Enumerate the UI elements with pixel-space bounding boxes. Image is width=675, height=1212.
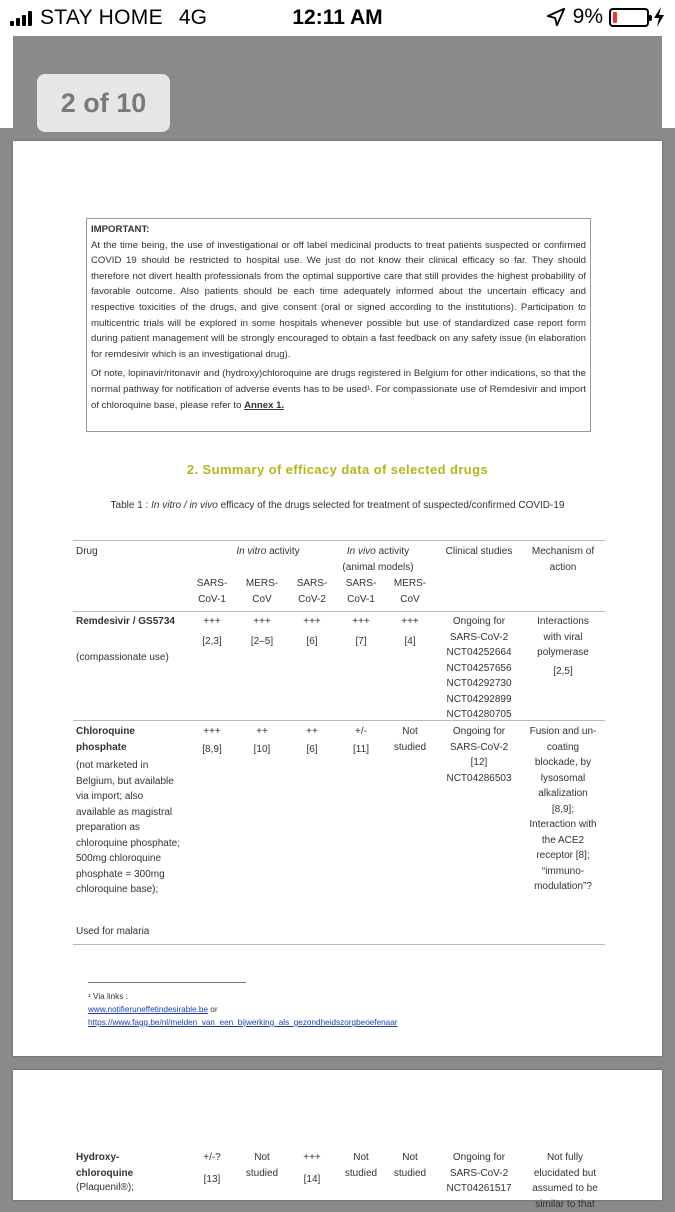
clock: 12:11 AM [292,6,383,29]
activity-value: +++ [203,616,221,627]
header-in-vitro: In vitro activity [236,546,300,557]
header-mechanism: Mechanism of action [531,546,595,573]
drug-note: (not marketed in Belgium, but available via import; also available as magistral preparation as chloroquine phosphate; 500mg chloroquine phosphate = 300mg chloroquine base); [76,760,180,895]
drug-name: Remdesivir / GS5734 [76,616,175,627]
table-caption: Table 1 : In vitro / in vivo efficacy of the drugs selected for treatment of suspected/confirmed COVID-19 [110,500,565,511]
document-page[interactable] [13,141,662,1056]
reference: [6] [306,744,318,755]
notice-paragraph: At the time being, the use of investigational or off label medicinal products to treat patients suspected or confirmed COVID 19 should be restricted to hospital use. We just do not know their clinical efficacy so far. They should therefore not divert health professionals from the optimal supportive care that still provides the highest probability of favorable outcome. Also patients should be each time adequately informed about the uncertain efficacy and respective toxicities of the drugs, and give consent (oral or signed according to the institutions). Participation to multicentric trials will be explored in some hospitals whenever possible but use of standardized case report form during patient management will be strongly encouraged to obtain a fast feedback on any safety issue (in elaboration for remdesivir which is an investigational drug). [91,239,586,360]
page-indicator: 2 of 10 [37,74,170,132]
footnote: ¹ Via links : www.notifieruneffetindesirable.be or https://www.fagg.be/nl/melden_van_een_bijwerking_als_gezondheidszorgbeoefenaar [88,992,398,1027]
activity-value: +++ [303,1152,321,1163]
table-rule [73,944,605,945]
drug-note: (compassionate use) [76,652,169,663]
battery-icon [609,8,649,27]
reference: [13] [203,1174,221,1185]
reference: [8,9] [202,744,222,755]
reference: [2–5] [250,636,274,647]
mechanism-ref: [2,5] [553,666,573,677]
clinical-studies: Ongoing for SARS-CoV-2 [12] NCT04286503 [446,726,512,784]
page-gap [0,36,13,128]
reference: [4] [404,636,416,647]
reference: [2,3] [202,636,222,647]
drug-note: Used for malaria [76,926,150,937]
activity-value: Not studied [344,1152,378,1179]
header-drug: Drug [76,546,98,557]
activity-value: Not studied [393,1152,427,1179]
network-type: 4G [178,6,207,29]
activity-value: +++ [303,616,321,627]
notice-title: IMPORTANT: [91,224,150,235]
footnote-rule [88,982,246,983]
drug-name: Hydroxy-chloroquine [76,1152,134,1179]
page-gap [662,36,675,128]
mechanism: Not fully elucidated but assumed to be similar to that [532,1152,598,1210]
activity-value: ++ [306,726,318,737]
annex-link[interactable]: Annex 1. [244,399,285,411]
activity-value: Not studied [393,726,427,753]
sub-header: MERS-CoV [393,578,427,605]
battery-percent: 9% [572,5,603,28]
reference: [14] [303,1174,321,1185]
activity-value: +/-? [203,1152,221,1163]
sub-header: SARS-CoV-2 [296,578,328,605]
fagg-link[interactable]: https://www.fagg.be/nl/melden_van_een_bijwerking_als_gezondheidszorgbeoefenaar [88,1018,398,1027]
header-clinical: Clinical studies [445,546,513,557]
section-heading: 2. Summary of efficacy data of selected drugs [186,462,489,477]
activity-value: +++ [253,616,271,627]
charging-bolt-icon [653,7,665,27]
document-page[interactable] [13,1070,662,1210]
drug-note: (Plaquenil®); [76,1182,134,1193]
sub-header: MERS-CoV [245,578,279,605]
reference: [7] [355,636,367,647]
activity-value: +++ [352,616,370,627]
table-rule [73,720,605,721]
header-in-vivo: In vivo activity (animal models) [342,546,414,573]
activity-value: +++ [401,616,419,627]
reference: [11] [353,744,369,755]
sub-header: SARS-CoV-1 [345,578,377,605]
status-bar [0,0,675,36]
activity-value: +/- [355,726,367,737]
reference: [6] [306,636,318,647]
clinical-studies: Ongoing for SARS-CoV-2 NCT04252664 NCT04257656 NCT04292730 NCT04292899 NCT04280705 [446,616,512,720]
activity-value: +++ [203,726,221,737]
location-arrow-icon [545,6,567,28]
reference: [10] [253,744,271,755]
table-rule [73,540,605,541]
carrier-name: STAY HOME [40,6,163,29]
notification-link[interactable]: www.notifieruneffetindesirable.be [88,1005,209,1014]
drug-name: Chloroquine phosphate [76,726,135,753]
clinical-studies: Ongoing for SARS-CoV-2 NCT04261517 [446,1152,512,1194]
important-notice-box [86,218,591,432]
activity-value: ++ [256,726,268,737]
sub-header: SARS-CoV-1 [196,578,228,605]
mechanism: Fusion and un-coating blockade, by lysosomal alkalization [8,9]; Interaction with the ACE2 receptor [8]; “immuno-modulation”? [529,726,597,892]
activity-value: Not studied [245,1152,279,1179]
table-rule [73,611,605,612]
notice-paragraph-2: Of note, lopinavir/ritonavir and (hydroxy)chloroquine are drugs registered in Belgium for other indications, so that the normal pathway for notification of adverse events has to be used¹. For compassionate use of Remdesivir and import of chloroquine base, please refer to Annex 1. [91,368,586,411]
mechanism: Interactions with viral polymerase [537,616,589,658]
